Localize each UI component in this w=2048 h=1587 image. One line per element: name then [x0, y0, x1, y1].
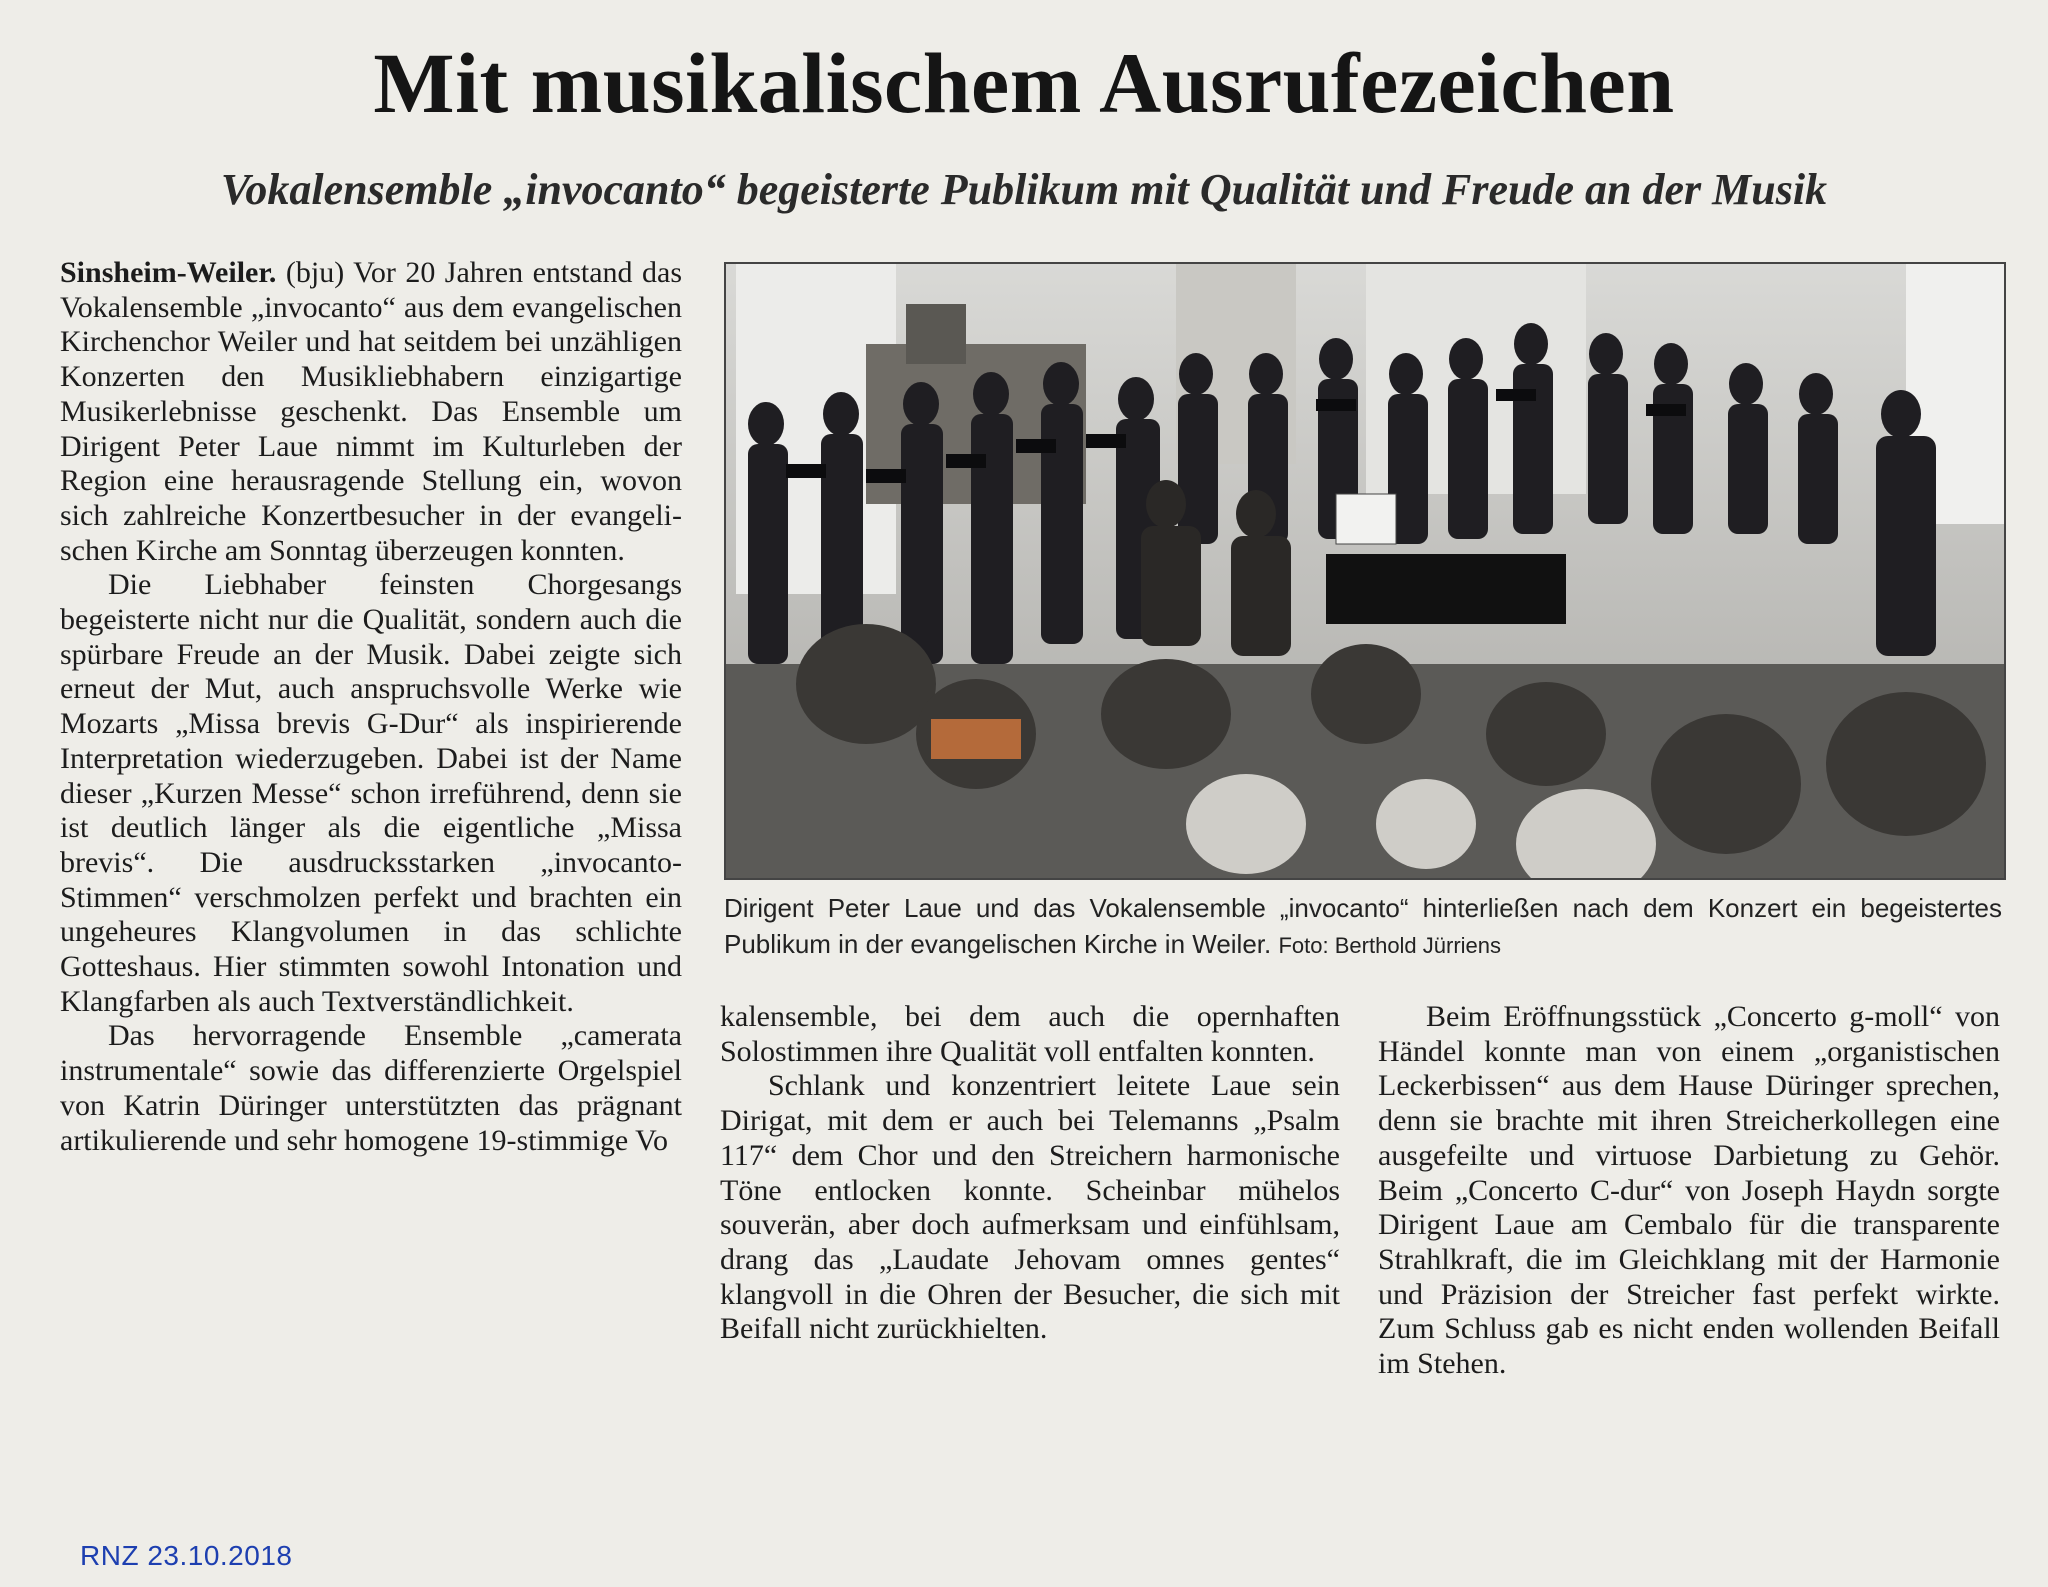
- source-date-stamp: RNZ 23.10.2018: [80, 1540, 293, 1571]
- concert-photo: [724, 262, 2006, 880]
- article-column-2: [720, 1000, 1340, 1347]
- dateline: Sinsheim-Weiler.: [60, 256, 277, 289]
- caption-text: Dirigent Peter Laue und das Vokalensemble „invocanto“ hinterließen nach dem Konzert ein begeistertes Publikum in der evangelischen Kirche in Weiler.: [724, 893, 2002, 959]
- article-paragraph: Das hervorragende Ensemble „camerata instrumentale“ sowie das differenzierte Orgelspiel von Katrin Düringer unterstützten das prägnant artikulierende und sehr homogene 19-stimmige Vo: [60, 1019, 682, 1157]
- headline: Mit musikalischem Ausrufezeichen: [373, 35, 1675, 131]
- article-paragraph: kalensemble, bei dem auch die opernhaften Solostimmen ihre Qualität voll entfalten konnten.: [720, 1000, 1340, 1068]
- subheadline: Vokalensemble „invocanto“ begeisterte Publikum mit Qualität und Freude an der Musik: [220, 165, 1828, 214]
- article-paragraph: Beim Eröffnungsstück „Concerto g-moll“ von Händel konnte man von einem „organistischen Leckerbissen“ aus dem Hause Düringer sprechen, denn sie brachte mit ihren Streicherkollegen eine ausgefeilte und virtuose Darbietung zu Gehör. Beim „Concerto C-dur“ von Joseph Haydn sorgte Dirigent Laue am Cembalo für die transparente Strahlkraft, die im Gleichklang mit der Harmonie und Präzision der Streicher fast perfekt wirkte. Zum Schluss gab es nicht enden wollenden Beifall im Stehen.: [1378, 1000, 2000, 1381]
- article-column-3: [1378, 1000, 2000, 1382]
- article-paragraph: Schlank und konzentriert leitete Laue sein Dirigat, mit dem er auch bei Telemanns „Psalm 117“ dem Chor und den Streichern harmonische Töne entlocken konnte. Scheinbar mühelos souverän, aber doch aufmerksam und einfühlsam, drang das „Laudate Jehovam omnes gentes“ klangvoll in die Ohren der Besucher, die sich mit Beifall nicht zurückhielten.: [720, 1069, 1340, 1346]
- photo-credit: Foto: Berthold Jürriens: [1278, 933, 1502, 958]
- choir-photo-illustration: [726, 264, 2004, 878]
- article-paragraph: Die Liebhaber feinsten Chorgesangs begeisterte nicht nur die Qualität, sondern auch die spürbare Freude an der Musik. Dabei zeigte sich erneut der Mut, auch anspruchsvolle Werke wie Mozarts „Missa brevis G-Dur“ als inspirierende Interpretation wiederzugeben. Dabei ist der Name dieser „Kurzen Messe“ schon irreführend, denn sie ist deutlich länger als die eigentliche „Missa brevis“. Die ausdrucksstarken „invocanto-Stimmen“ verschmolzen perfekt und brachten ein ungeheures Klangvolumen in das schlichte Gotteshaus. Hier stimmten sowohl Intonation und Klangfarben als auch Textverständlichkeit.: [60, 568, 682, 1018]
- article-column-1: [60, 256, 682, 1158]
- paragraph-text: (bju) Vor 20 Jahren entstand das Vokalensemble „invocanto“ aus dem evangelischen Kirchenchor Weiler und hat seitdem bei unzähligen Konzerten den Musikliebhabern einzigartige Musikerlebnisse geschenkt. Das Ensemble um Dirigent Peter Laue nimmt im Kulturleben der Region eine herausragende Stellung ein, wovon sich zahlreiche Konzertbesucher in der evangelischen Kirche am Sonntag überzeugen konnten.: [60, 256, 682, 567]
- article-paragraph: [60, 256, 682, 568]
- photo-caption: [724, 890, 2002, 964]
